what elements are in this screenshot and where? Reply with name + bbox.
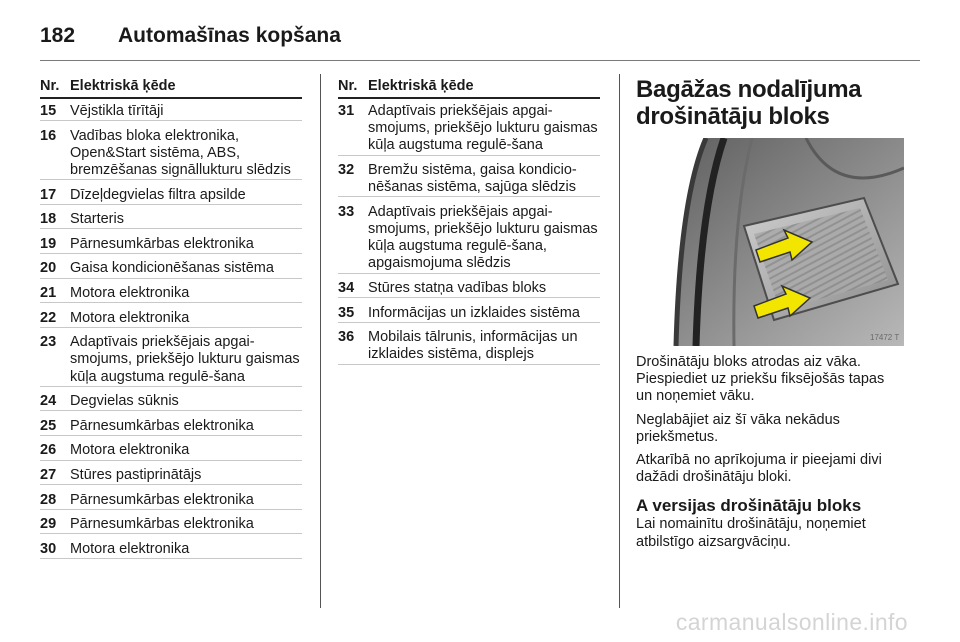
circuit-description: Degvielas sūknis (70, 393, 179, 410)
header-circuit: Elektriskā ķēde (368, 78, 474, 94)
table-body-left (40, 103, 302, 559)
fuse-number: 28 (40, 491, 57, 508)
figure-code: 17472 T (870, 333, 900, 342)
table-row (338, 280, 600, 298)
circuit-description: Gaisa kondicionēšanas sistēma (70, 260, 274, 277)
table-row (40, 211, 302, 229)
circuit-description: Vējstikla tīrītāji (70, 103, 164, 119)
table-row (338, 204, 600, 274)
table-row (40, 442, 302, 460)
circuit-description: Informācijas un izklaides sistēma (368, 304, 580, 321)
fuse-number: 32 (338, 162, 355, 178)
table-row (40, 334, 302, 387)
table-row (40, 236, 302, 254)
table-row (40, 285, 302, 303)
table-row (40, 492, 302, 510)
table-row (40, 467, 302, 485)
fuse-number: 36 (338, 329, 355, 346)
table-row (40, 128, 302, 181)
fuse-number: 34 (338, 280, 355, 296)
fuse-number: 16 (40, 127, 57, 144)
circuit-description: Pārnesumkārbas elektronika (70, 516, 254, 533)
circuit-description: Stūres statņa vadības bloks (368, 280, 547, 296)
table-row (40, 187, 302, 205)
paragraph-3: Atkarībā no aprīkojuma ir pieejami divi dažādi drošinātāju bloki. (636, 452, 882, 486)
page-header (40, 18, 341, 54)
header-circuit: Elektriskā ķēde (70, 78, 176, 94)
circuit-description: Mobilais tālrunis, informācijas un izklaides sistēma, displejs (368, 329, 578, 363)
circuit-description: Motora elektronika (70, 284, 190, 301)
table-row (40, 310, 302, 328)
table-row (40, 516, 302, 534)
header-divider (40, 60, 920, 61)
table-row (40, 418, 302, 436)
fuse-table-left (40, 78, 302, 565)
paragraph-2: Neglabājiet aiz šī vāka nekādus priekšmetus. (636, 411, 840, 445)
table-row (40, 393, 302, 411)
circuit-description: Starteris (70, 211, 124, 228)
page-title: Automašīnas kopšana (118, 24, 341, 47)
circuit-description: Motora elektronika (70, 442, 190, 459)
circuit-description: Pārnesumkārbas elektronika (70, 491, 254, 508)
fuse-number: 30 (40, 540, 57, 557)
table-row (338, 103, 600, 156)
circuit-description: Dīzeļdegvielas filtra apsilde (70, 186, 246, 203)
circuit-description: Motora elektronika (70, 540, 190, 557)
fuse-number: 25 (40, 417, 57, 434)
fuse-number: 29 (40, 516, 57, 533)
fuse-number: 35 (338, 304, 355, 321)
table-row (338, 305, 600, 323)
fuse-number: 23 (40, 334, 57, 351)
fuse-box-figure (636, 138, 904, 346)
table-row (40, 541, 302, 559)
circuit-description: Bremžu sistēma, gaisa kondicio-nēšanas sistēma, sajūga slēdzis (368, 162, 577, 196)
fuse-number: 33 (338, 203, 355, 220)
column-divider-right (619, 74, 620, 608)
fuse-number: 20 (40, 260, 57, 277)
paragraph-1: Drošinātāju bloks atrodas aiz vāka. Piespiediet uz priekšu fiksējošās tapas un noņemiet vāku. (636, 354, 885, 405)
fuse-number: 18 (40, 211, 57, 228)
fuse-number: 26 (40, 442, 57, 459)
fuse-number: 21 (40, 284, 57, 301)
circuit-description: Adaptīvais priekšējais apgai-smojums, priekšējo lukturu gaismas kūļa augstuma regulē-šana, apgaismojuma slēdzis (368, 203, 598, 272)
page-number: 182 (40, 24, 76, 47)
sub-paragraph: Lai nomainītu drošinātāju, noņemiet atbilstīgo aizsargvāciņu. (636, 516, 866, 550)
table-header (40, 78, 302, 99)
fuse-number: 19 (40, 235, 57, 252)
fuse-number: 31 (338, 103, 355, 119)
circuit-description: Vadības bloka elektronika, Open&Start sistēma, ABS, bremzēšanas signāllukturu slēdzis (70, 127, 291, 178)
circuit-description: Adaptīvais priekšējais apgai-smojums, priekšējo lukturu gaismas kūļa augstuma regulē-šana (368, 103, 598, 154)
column-divider-left (320, 74, 321, 608)
circuit-description: Pārnesumkārbas elektronika (70, 417, 254, 434)
fuse-number: 24 (40, 393, 57, 410)
table-row (338, 329, 600, 364)
circuit-description: Motora elektronika (70, 309, 190, 326)
table-row (40, 260, 302, 278)
header-nr: Nr. (338, 78, 358, 94)
subheading: A versijas drošinātāju bloks (636, 496, 862, 516)
fuse-number: 22 (40, 309, 57, 326)
fuse-number: 15 (40, 103, 57, 119)
fuse-number: 27 (40, 466, 57, 483)
table-header (338, 78, 600, 99)
fuse-table-right (338, 78, 600, 371)
circuit-description: Adaptīvais priekšējais apgai-smojums, priekšējo lukturu gaismas kūļa augstuma regulē-šana (70, 334, 300, 385)
header-nr: Nr. (40, 78, 60, 94)
fuse-number: 17 (40, 186, 57, 203)
trunk-fuse-cover-illustration (636, 138, 904, 346)
watermark[interactable]: carmanualsonline.info (675, 609, 908, 635)
circuit-description: Pārnesumkārbas elektronika (70, 235, 254, 252)
table-row (338, 162, 600, 197)
table-body-right (338, 103, 600, 365)
section-column (636, 78, 904, 557)
section-title: Bagāžas nodalījuma drošinātāju bloks (636, 76, 862, 130)
table-row (40, 103, 302, 121)
circuit-description: Stūres pastiprinātājs (70, 466, 202, 483)
